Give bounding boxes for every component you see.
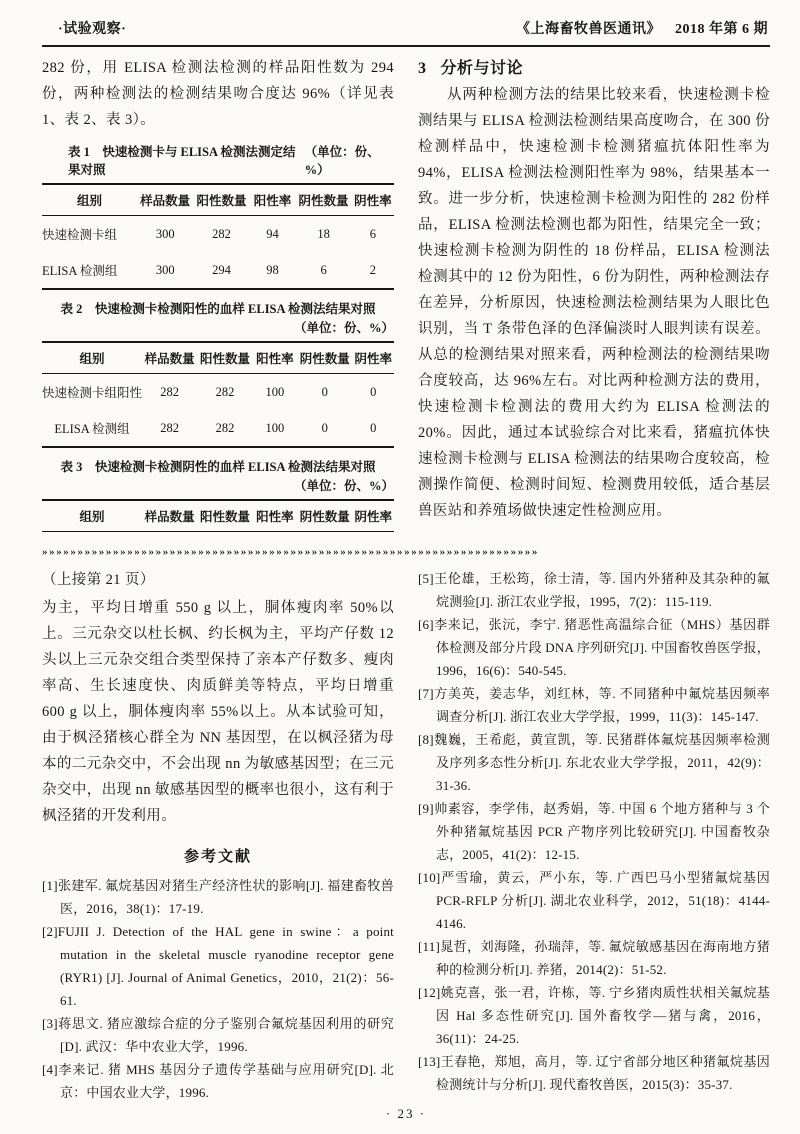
table-cell xyxy=(142,532,197,540)
section-heading xyxy=(418,55,770,78)
journal-title: 《上海畜牧兽医通讯》 xyxy=(516,22,661,37)
article-divider: »»»»»»»»»»»»»»»»»»»»»»»»»»»»»»»»»»»»»»»»»»»»»»»»»»»»»»»»»»»»»»»»»»»»»» xyxy=(42,546,539,558)
table2-caption: 表 2 快速检测卡检测阳性的血样 ELISA 检测法结果对照 xyxy=(60,302,376,316)
reference-item: [11]晁哲，刘海隆，孙瑞萍，等. 氟烷敏感基因在海南地方猪种的检测分析[J]. 养猪，2014(2)：51-52. xyxy=(418,939,770,977)
table-row xyxy=(42,410,394,447)
table-cell: 快速检测卡组阳性 xyxy=(42,386,143,400)
table-cell: 282 xyxy=(160,384,180,399)
header-rule xyxy=(42,45,770,47)
table-cell: 0 xyxy=(370,384,377,399)
references-list-left xyxy=(42,874,394,1102)
table2-block xyxy=(42,299,394,448)
table-row xyxy=(42,532,394,540)
table-cell xyxy=(42,532,142,540)
references-heading: 参考文献 xyxy=(183,849,252,865)
continued-from-note: （上接第 21 页） xyxy=(42,572,155,588)
table3-caption: 表 3 快速检测卡检测阴性的血样 ELISA 检测法结果对照 xyxy=(60,460,376,474)
table-header-cell: 组别 xyxy=(79,352,105,366)
reference-item: [10]严雪瑜，黄云，严小东，等. 广西巴马小型猪氟烷基因 PCR-RFLP 分析[J]. 湖北农业科学，2012，51(18)：4144-4146. xyxy=(418,870,770,931)
table-cell: 98 xyxy=(266,262,279,277)
top-left-column xyxy=(42,55,394,539)
table-header-cell: 阴性率 xyxy=(354,352,392,366)
table-cell: 快速检测卡组 xyxy=(42,228,118,242)
table-cell xyxy=(253,532,297,540)
table-row xyxy=(42,374,394,411)
discussion-paragraph: 从两种检测方法的结果比较来看，快速检测卡检测结果与 ELISA 检测法检测结果高度吻合，在 300 份检测样品中，快速检测卡检测猪瘟抗体阳性率为 94%，ELISA 检测法检测阳性率为 98%，结果基本一致。进一步分析，快速检测卡检测为阳性的 282 份样品，ELISA 检测法检测也都为阳性，结果完全一致；快速检测卡检测为阴性的 18 份样品，ELISA 检测法检测其中的 12 份为阳性，6 份为阴性，两种检测法存在差异，分析原因，快速检测法检测结果为人眼比色识别，当 T 条带色泽的色泽偏淡时人眼判读有误差。从总的检测结果对照来看，两种检测法的检测结果吻合度较高，达 96%左右。对比两种检测方法的费用，快速检测卡检测法的费用大约为 ELISA 检测法的 20%。因此，通过本试验综合对比来看，猪瘟抗体快速检测卡检测与 ELISA 检测法的结果吻合度较高，检测操作简便、检测时间短、检测费用较低，适合基层兽医站和养殖场做快速定性检测应用。 xyxy=(418,87,770,519)
continued-article-section xyxy=(42,567,770,1102)
table-header-cell: 样品数量 xyxy=(144,510,195,524)
reference-item: [7]方美英，姜志华，刘红林，等. 不同猪种中氟烷基因频率调查分析[J]. 浙江农业大学学报，1999，11(3)：145-147. xyxy=(418,686,770,724)
table-cell: 282 xyxy=(215,420,235,435)
table-header-cell: 阳性数量 xyxy=(200,352,251,366)
reference-item: [9]帅素容，李学伟，赵秀娟，等. 中国 6 个地方猪种与 3 个外种猪氟烷基因 PCR 产物序列比较研究[J]. 中国畜牧杂志，2005，41(2)：12-15. xyxy=(418,801,770,862)
table-header-cell: 组别 xyxy=(77,194,103,208)
table2-unit: （单位：份、%） xyxy=(293,321,394,335)
table-header-cell: 组别 xyxy=(79,510,105,524)
table2 xyxy=(42,341,394,448)
table-cell: ELISA 检测组 xyxy=(54,422,130,436)
table-cell xyxy=(297,532,352,540)
table1-caption-row xyxy=(42,142,394,178)
intro-paragraph: 282 份，用 ELISA 检测法检测的样品阳性数为 294 份，两种检测法的检测结果吻合度达 96%（详见表 1、表 2、表 3）。 xyxy=(42,60,394,128)
reference-item: [8]魏巍，王希彪，黄宣凯，等. 民猪群体氟烷基因频率检测及序列多态性分析[J]. 东北农业大学学报，2011，42(9)：31-36. xyxy=(418,732,770,793)
page-header xyxy=(42,12,770,45)
table-header-cell: 阴性数量 xyxy=(299,352,350,366)
references-list-right xyxy=(418,567,770,1096)
table-cell: 294 xyxy=(212,262,231,277)
table1 xyxy=(42,183,394,290)
table-header-cell: 样品数量 xyxy=(140,194,191,208)
table-cell: 100 xyxy=(265,384,285,399)
table-header-cell: 阴性率 xyxy=(354,194,392,208)
page-footer xyxy=(42,1102,770,1126)
top-right-column xyxy=(418,55,770,539)
section-title: 分析与讨论 xyxy=(440,60,524,77)
reference-item: [4]李来记. 猪 MHS 基因分子遗传学基础与应用研究[D]. 北京：中国农业大学，1996. xyxy=(42,1062,394,1100)
table-cell: 300 xyxy=(155,226,175,241)
table-header-cell: 阳性数量 xyxy=(200,510,251,524)
table-cell: 6 xyxy=(320,262,327,277)
reference-item: [5]王伦雄，王松筠，徐士清，等. 国内外猪种及其杂种的氟烷测验[J]. 浙江农业学报，1995，7(2)：115-119. xyxy=(418,571,770,609)
table-cell: 6 xyxy=(369,226,376,241)
table-cell: 2 xyxy=(369,262,376,277)
table-row xyxy=(42,216,394,253)
continued-paragraph: 为主，平均日增重 550 g 以上，胴体瘦肉率 50%以上。三元杂交以杜长枫、约长枫为主，平均产仔数 12 头以上三元杂交组合类型保持了亲本产仔数多、瘦肉率高、生长速度快、肉质鲜美等特点，平均日增重 600 g 以上，胴体瘦肉率 55%以上。从本试验可知，由于枫泾猪核心群全为 NN 基因型，在以枫泾猪为母本的二元杂交中，不会出现 nn 为敏感基因型；在三元杂交中，出现 nn 敏感基因型的概率也很小，这有利于枫泾猪的开发利用。 xyxy=(42,600,394,824)
table-header-cell: 阳性率 xyxy=(256,352,294,366)
table-header-cell: 阴性率 xyxy=(354,510,392,524)
table-cell: 282 xyxy=(212,226,231,241)
table1-caption: 表 1 快速检测卡与 ELISA 检测法测定结果对照 xyxy=(68,145,296,177)
reference-item: [12]姚克喜，张一君，许栋，等. 宁乡猪肉质性状相关氟烷基因 Hal 多态性研究[J]. 国外畜牧学—猪与禽，2016，36(11)：24-25. xyxy=(418,985,770,1046)
table3 xyxy=(42,499,394,539)
table-cell: 282 xyxy=(215,384,235,399)
table3-block xyxy=(42,457,394,539)
table1-unit: （单位：份、%） xyxy=(304,145,380,177)
page-number: · 23 · xyxy=(385,1106,427,1121)
table1-block xyxy=(42,142,394,290)
table-header-cell: 样品数量 xyxy=(144,352,195,366)
article-top-section xyxy=(42,55,770,539)
table-cell xyxy=(352,532,394,540)
table-cell: ELISA 检测组 xyxy=(42,264,118,278)
table-header-cell: 阳性率 xyxy=(253,194,292,208)
table1-header-row xyxy=(42,184,394,216)
table-header-cell: 阳性率 xyxy=(256,510,294,524)
issue-label: 2018 年第 6 期 xyxy=(675,22,768,37)
table-cell: 300 xyxy=(155,262,175,277)
table-cell xyxy=(197,532,252,540)
reference-item: [1]张建军. 氟烷基因对猪生产经济性状的影响[J]. 福建畜牧兽医，2016，38(1)：17-19. xyxy=(42,878,394,916)
reference-item: [2]FUJII J. Detection of the HAL gene in swine：a point mutation in the skeletal muscle ryanodine receptor gene (RYR1) [J]. Journal of Animal Genetics，2010，21(2)：56-61. xyxy=(42,924,394,1008)
journal-issue-info xyxy=(506,18,768,38)
table-cell: 18 xyxy=(317,226,330,241)
table-cell: 0 xyxy=(321,384,328,399)
reference-item: [6]李来记，张沅，李宁. 猪恶性高温综合征（MHS）基因群体检测及部分片段 DNA 序列研究[J]. 中国畜牧兽医学报，1996，16(6)：540-545. xyxy=(418,617,770,678)
table-header-cell: 阴性数量 xyxy=(299,510,350,524)
table-header-cell: 阴性数量 xyxy=(298,194,349,208)
reference-item: [13]王春艳，郑旭，高月，等. 辽宁省部分地区种猪氟烷基因检测统计与分析[J]. 现代畜牧兽医，2015(3)：35-37. xyxy=(418,1054,770,1092)
table3-header-row xyxy=(42,500,394,532)
table-cell: 0 xyxy=(370,420,377,435)
table2-header-row xyxy=(42,342,394,374)
section-number: 3 xyxy=(418,60,427,77)
table-cell: 94 xyxy=(266,226,279,241)
table-cell: 100 xyxy=(265,420,285,435)
reference-item: [3]蒋思文. 猪应激综合症的分子鉴别合氟烷基因利用的研究[D]. 武汉：华中农业大学，1996. xyxy=(42,1016,394,1054)
table-cell: 0 xyxy=(321,420,328,435)
table-row xyxy=(42,252,394,289)
column-section-label: ·试验观察· xyxy=(58,22,127,37)
table-cell: 282 xyxy=(160,420,180,435)
bottom-left-column xyxy=(42,567,394,1102)
table3-unit: （单位：份、%） xyxy=(293,479,394,493)
bottom-right-column xyxy=(418,567,770,1102)
table-header-cell: 阳性数量 xyxy=(196,194,247,208)
